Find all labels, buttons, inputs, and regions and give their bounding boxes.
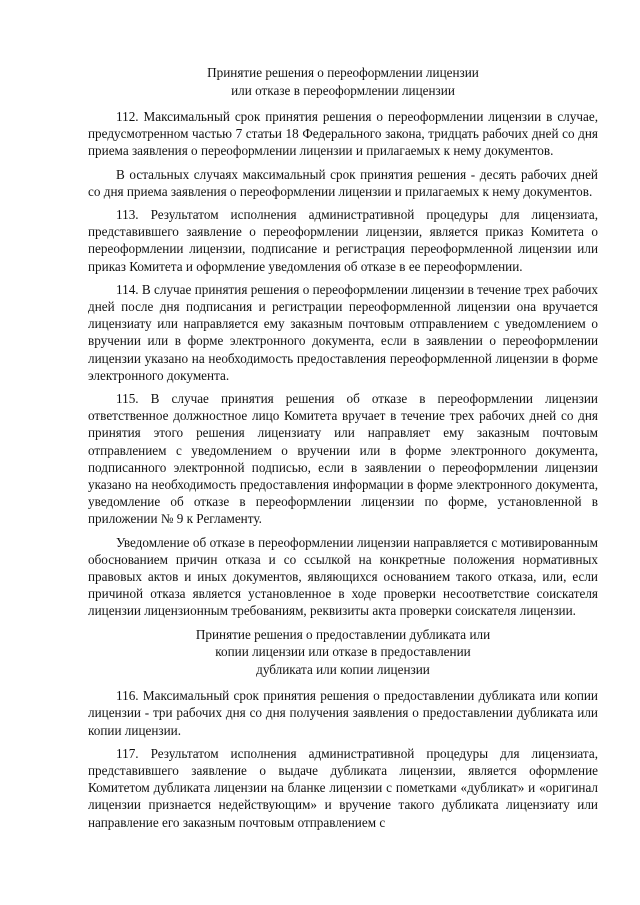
section-heading-reissue [88, 64, 598, 99]
heading-line: копии лицензии или отказе в предоставлении [215, 644, 471, 660]
heading-line: или отказе в переоформлении лицензии [231, 82, 455, 98]
paragraph-other-cases: В остальных случаях максимальный срок принятия решения - десять рабочих дней со дня приема заявления о переоформлении лицензии и прилагаемых к нему документов. [88, 166, 598, 199]
paragraph-115: 115. В случае принятия решения об отказе в переоформлении лицензии ответственное должностное лицо Комитета вручает в течение трех рабочих дней со дня принятия этого решения лицензиату или направляет ему заказным почтовым отправлением с уведомлением о вручении или в форме электронного документа, подписанного электронной подписью, если в заявлении о переоформлении лицензии указано на необходимость предоставления информации в форме электронного документа, уведомление об отказе в переоформлении лицензии по форме, установленной в приложении № 9 к Регламенту. [88, 391, 598, 527]
heading-line: Принятие решения о переоформлении лицензии [207, 65, 479, 80]
paragraph-113: 113. Результатом исполнения административной процедуры для лицензиата, представившего заявление о переоформлении лицензии, является приказ Комитета о переоформлении лицензии, подписание и регистрация переоформленной лицензии или приказ Комитета и оформление уведомления об отказе в ее переоформлении. [88, 207, 598, 274]
section-heading-duplicate [88, 626, 598, 679]
heading-line: Принятие решения о предоставлении дубликата или [195, 626, 491, 642]
paragraph-refusal-notice: Уведомление об отказе в переоформлении лицензии направляется с мотивированным обоснованием причин отказа и со ссылкой на конкретные положения нормативных правовых актов и иных документов, являющихся основанием такого отказа, или, если причиной отказа является установленное в ходе проверки несоответствие соискателя лицензии лицензионным требованиям, реквизиты акта проверки соискателя лицензии. [88, 534, 598, 619]
paragraph-114: 114. В случае принятия решения о переоформлении лицензии в течение трех рабочих дней после дня подписания и регистрации переоформленной лицензии она вручается лицензиату или направляется ему заказным почтовым отправлением с уведомлением о вручении или в форме электронного документа, если в заявлении о переоформлении лицензии указано на необходимость предоставления переоформленной лицензии в форме электронного документа. [88, 281, 598, 383]
paragraph-116: 116. Максимальный срок принятия решения о предоставлении дубликата или копии лицензии - три рабочих дня со дня получения заявления о предоставлении дубликата или копии лицензии. [88, 688, 598, 738]
document-body [88, 64, 598, 831]
heading-line: дубликата или копии лицензии [256, 661, 430, 677]
paragraph-112: 112. Максимальный срок принятия решения о переоформлении лицензии в случае, предусмотренном частью 7 статьи 18 Федерального закона, тридцать рабочих дней со дня приема заявления о переоформлении лицензии и прилагаемых к нему документов. [88, 109, 598, 159]
paragraph-117: 117. Результатом исполнения административной процедуры для лицензиата, представившего заявление о выдаче дубликата лицензии, является оформление Комитетом дубликата лицензии на бланке лицензии с пометками «дубликат» и «оригинал лицензии признается недействующим» и вручение такого дубликата лицензиату или направление его заказным почтовым отправлением с [88, 745, 598, 830]
